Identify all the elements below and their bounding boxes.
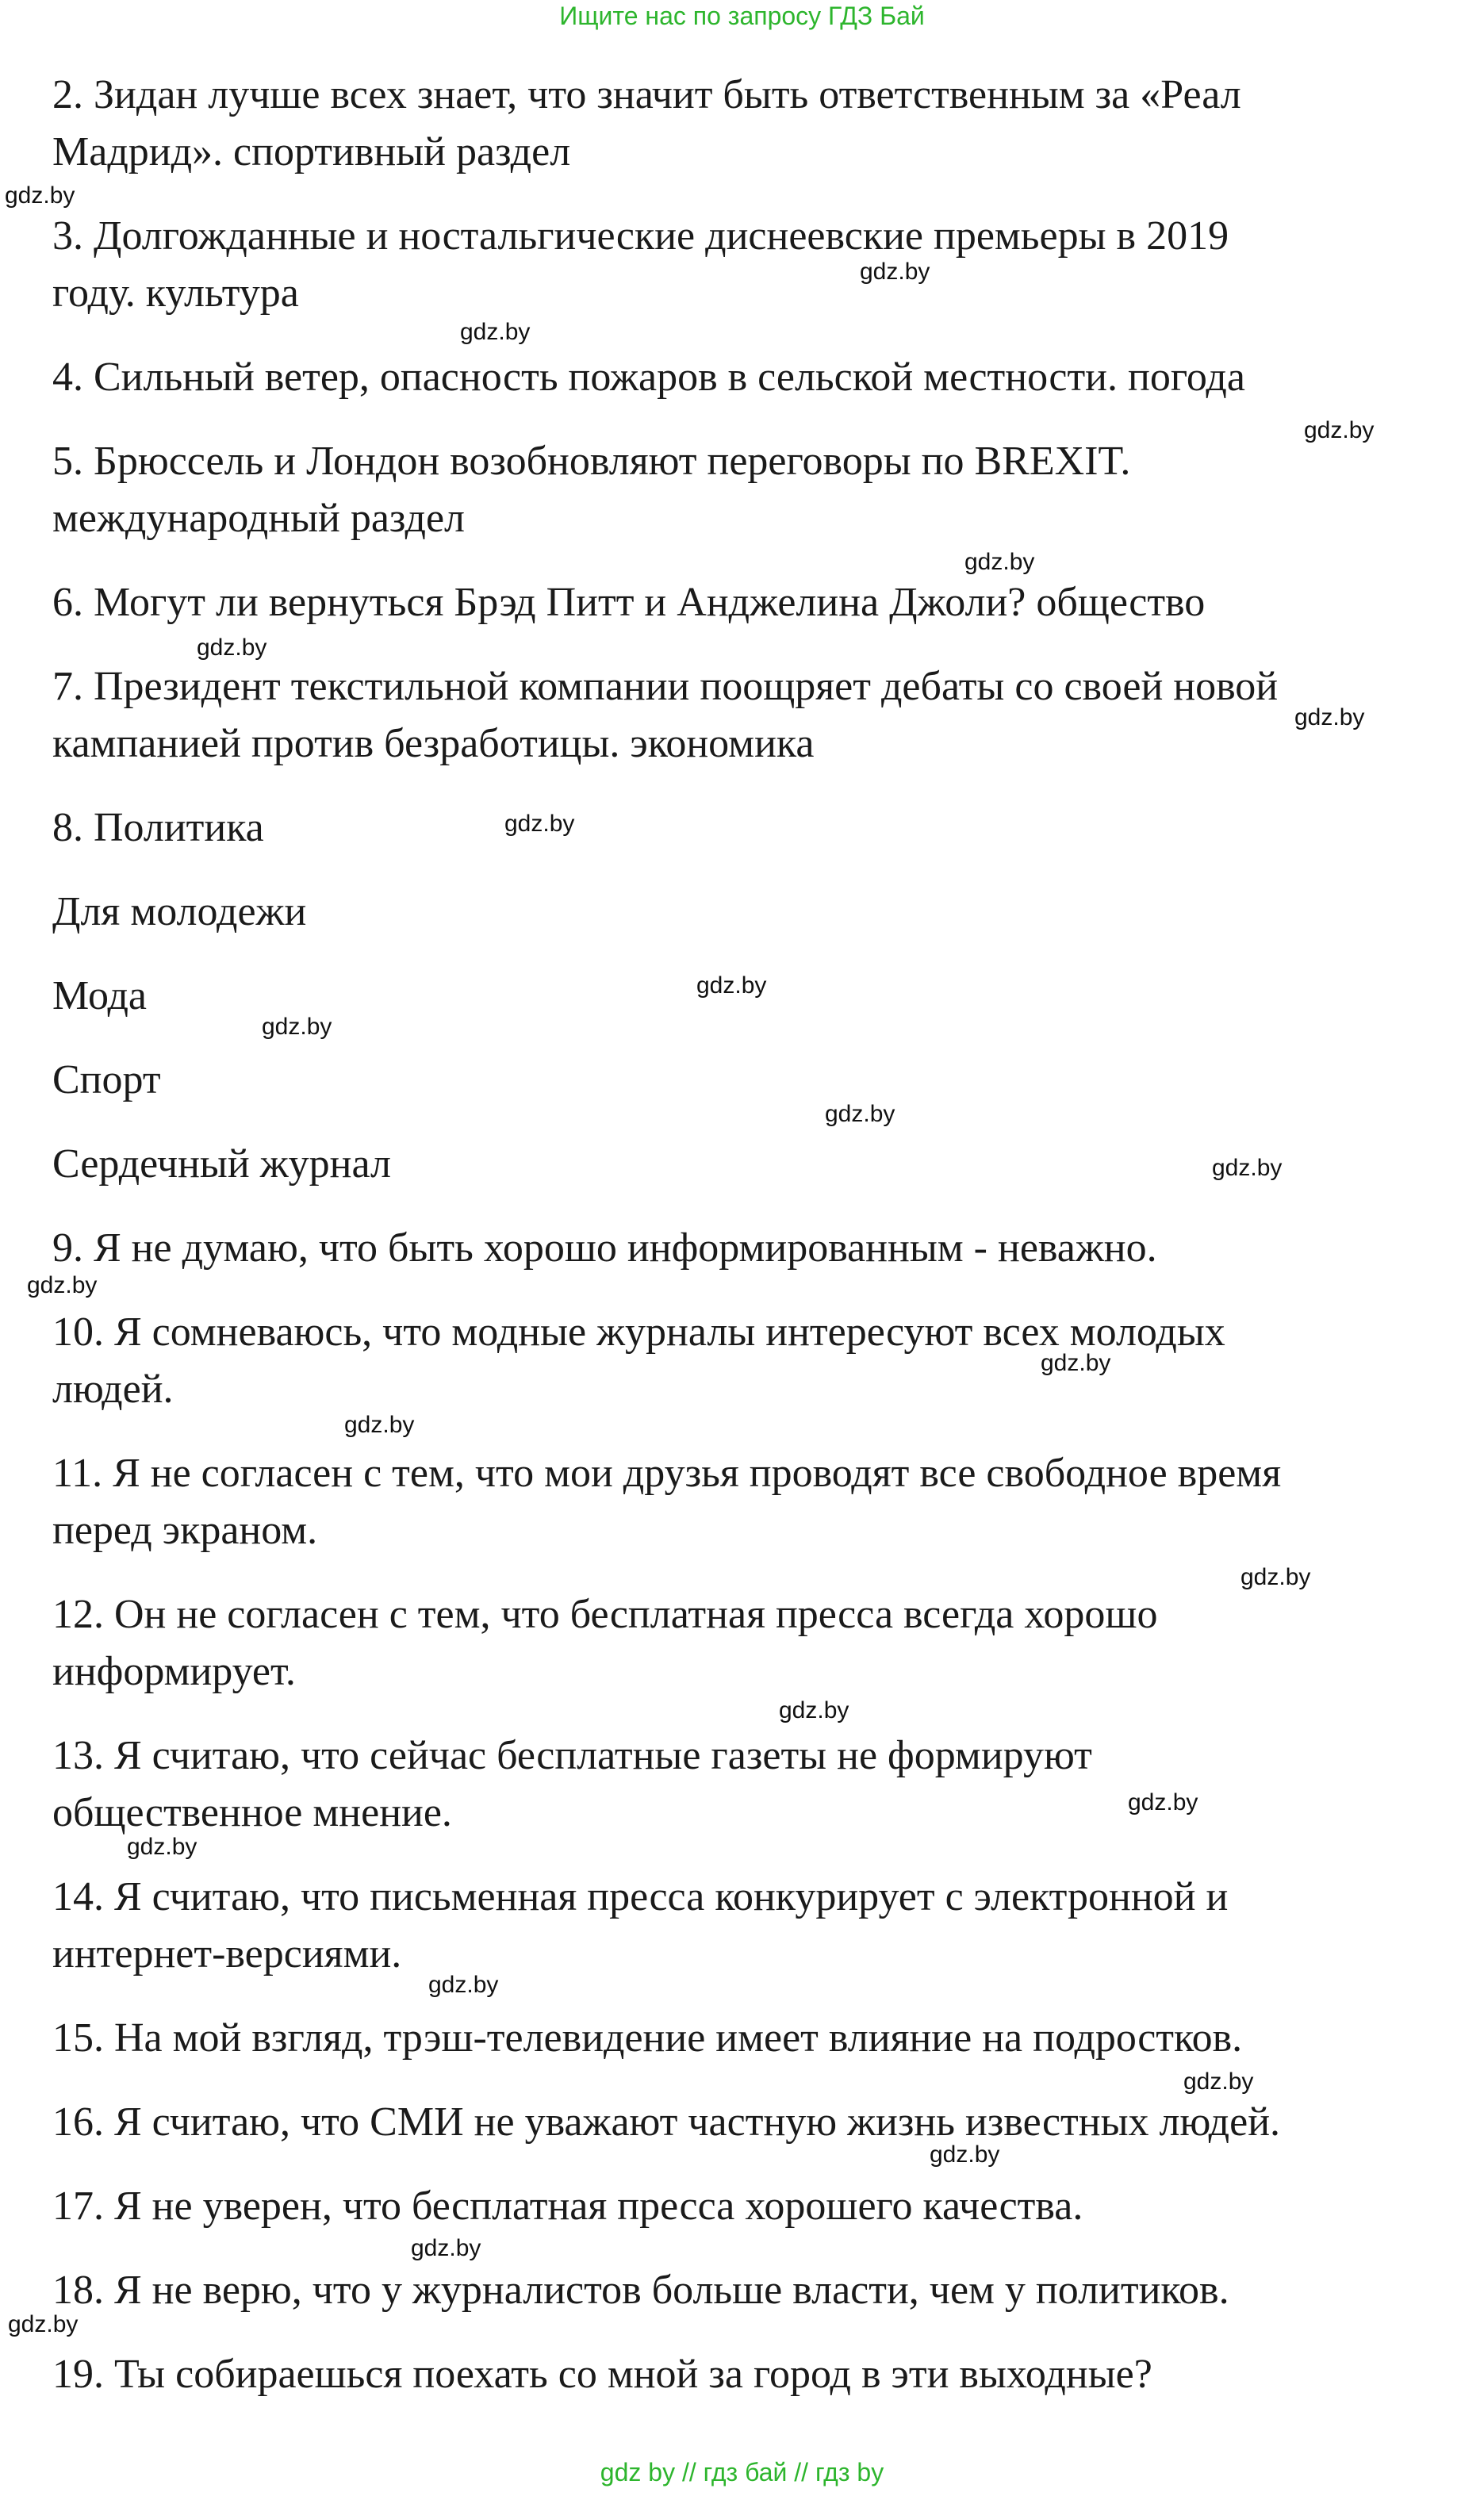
watermark: gdz.by: [1128, 1789, 1198, 1815]
watermark: gdz.by: [1183, 2068, 1254, 2095]
watermark: gdz.by: [779, 1697, 849, 1723]
watermark: gdz.by: [411, 2235, 481, 2261]
answer-12-line-1: 12. Он не согласен с тем, что бесплатная пресса всегда хорошо: [52, 1592, 1158, 1637]
answer-13-line-2: общественное мнение.: [52, 1790, 452, 1835]
answer-10-line-2: людей.: [52, 1367, 174, 1412]
answer-17: 17. Я не уверен, что бесплатная пресса хорошего качества.: [52, 2184, 1083, 2229]
answer-16: 16. Я считаю, что СМИ не уважают частную жизнь известных людей.: [52, 2099, 1281, 2145]
answer-19: 19. Ты собираешься поехать со мной за город в эти выходные?: [52, 2352, 1152, 2397]
answer-11-line-1: 11. Я не согласен с тем, что мои друзья проводят все свободное время: [52, 1451, 1282, 1496]
watermark: gdz.by: [460, 319, 531, 345]
watermark: gdz.by: [5, 182, 75, 209]
answer-3-line-2: году. культура: [52, 270, 299, 316]
watermark: gdz.by: [428, 1972, 499, 1998]
watermark: gdz.by: [1212, 1155, 1283, 1181]
answer-7-line-1: 7. Президент текстильной компании поощряет дебаты со своей новой: [52, 664, 1279, 709]
answer-6: 6. Могут ли вернуться Брэд Питт и Анджелина Джоли? общество: [52, 580, 1206, 625]
watermark: gdz.by: [1294, 704, 1365, 730]
watermark: gdz.by: [197, 635, 267, 661]
watermark: gdz.by: [1304, 417, 1375, 443]
answer-5-line-1: 5. Брюссель и Лондон возобновляют переговоры по BREXIT.: [52, 439, 1131, 484]
watermark: gdz.by: [1041, 1350, 1111, 1376]
top-search-link[interactable]: Ищите нас по запросу ГДЗ Бай: [559, 2, 925, 30]
answer-4: 4. Сильный ветер, опасность пожаров в сельской местности. погода: [52, 355, 1245, 400]
answer-15: 15. На мой взгляд, трэш-телевидение имеет влияние на подростков.: [52, 2015, 1243, 2061]
watermark: gdz.by: [262, 1014, 332, 1040]
answer-8-heart-magazine: Сердечный журнал: [52, 1141, 391, 1187]
answer-10-line-1: 10. Я сомневаюсь, что модные журналы интересуют всех молодых: [52, 1309, 1225, 1355]
watermark: gdz.by: [860, 259, 930, 285]
watermark: gdz.by: [8, 2311, 79, 2337]
watermark: gdz.by: [930, 2141, 1000, 2168]
watermark: gdz.by: [825, 1101, 895, 1127]
answer-8-fashion: Мода: [52, 973, 147, 1018]
answer-14-line-2: интернет-версиями.: [52, 1931, 402, 1976]
answer-13-line-1: 13. Я считаю, что сейчас бесплатные газеты не формируют: [52, 1733, 1092, 1778]
answer-8: 8. Политика: [52, 805, 264, 850]
answer-8-sport: Спорт: [52, 1057, 161, 1102]
answer-18: 18. Я не верю, что у журналистов больше власти, чем у политиков.: [52, 2268, 1229, 2313]
answer-9: 9. Я не думаю, что быть хорошо информированным - неважно.: [52, 1225, 1157, 1271]
answer-11-line-2: перед экраном.: [52, 1508, 318, 1553]
answer-12-line-2: информирует.: [52, 1649, 296, 1694]
answer-3-line-1: 3. Долгожданные и ностальгические диснеевские премьеры в 2019: [52, 213, 1229, 259]
answer-5-line-2: международный раздел: [52, 496, 465, 541]
watermark: gdz.by: [127, 1834, 197, 1860]
answer-2-line-2: Мадрид». спортивный раздел: [52, 129, 571, 174]
answer-7-line-2: кампанией против безработицы. экономика: [52, 721, 815, 766]
watermark: gdz.by: [344, 1412, 415, 1438]
watermark: gdz.by: [27, 1272, 98, 1298]
answer-8-youth: Для молодежи: [52, 889, 307, 934]
watermark: gdz.by: [964, 549, 1035, 575]
watermark: gdz.by: [1241, 1564, 1311, 1590]
bottom-site-links[interactable]: gdz by // гдз бай // гдз by: [600, 2458, 884, 2486]
watermark: gdz.by: [504, 811, 575, 837]
watermark: gdz.by: [696, 972, 767, 999]
answer-14-line-1: 14. Я считаю, что письменная пресса конкурирует с электронной и: [52, 1874, 1229, 1919]
answer-2-line-1: 2. Зидан лучше всех знает, что значит быть ответственным за «Реал: [52, 72, 1241, 117]
